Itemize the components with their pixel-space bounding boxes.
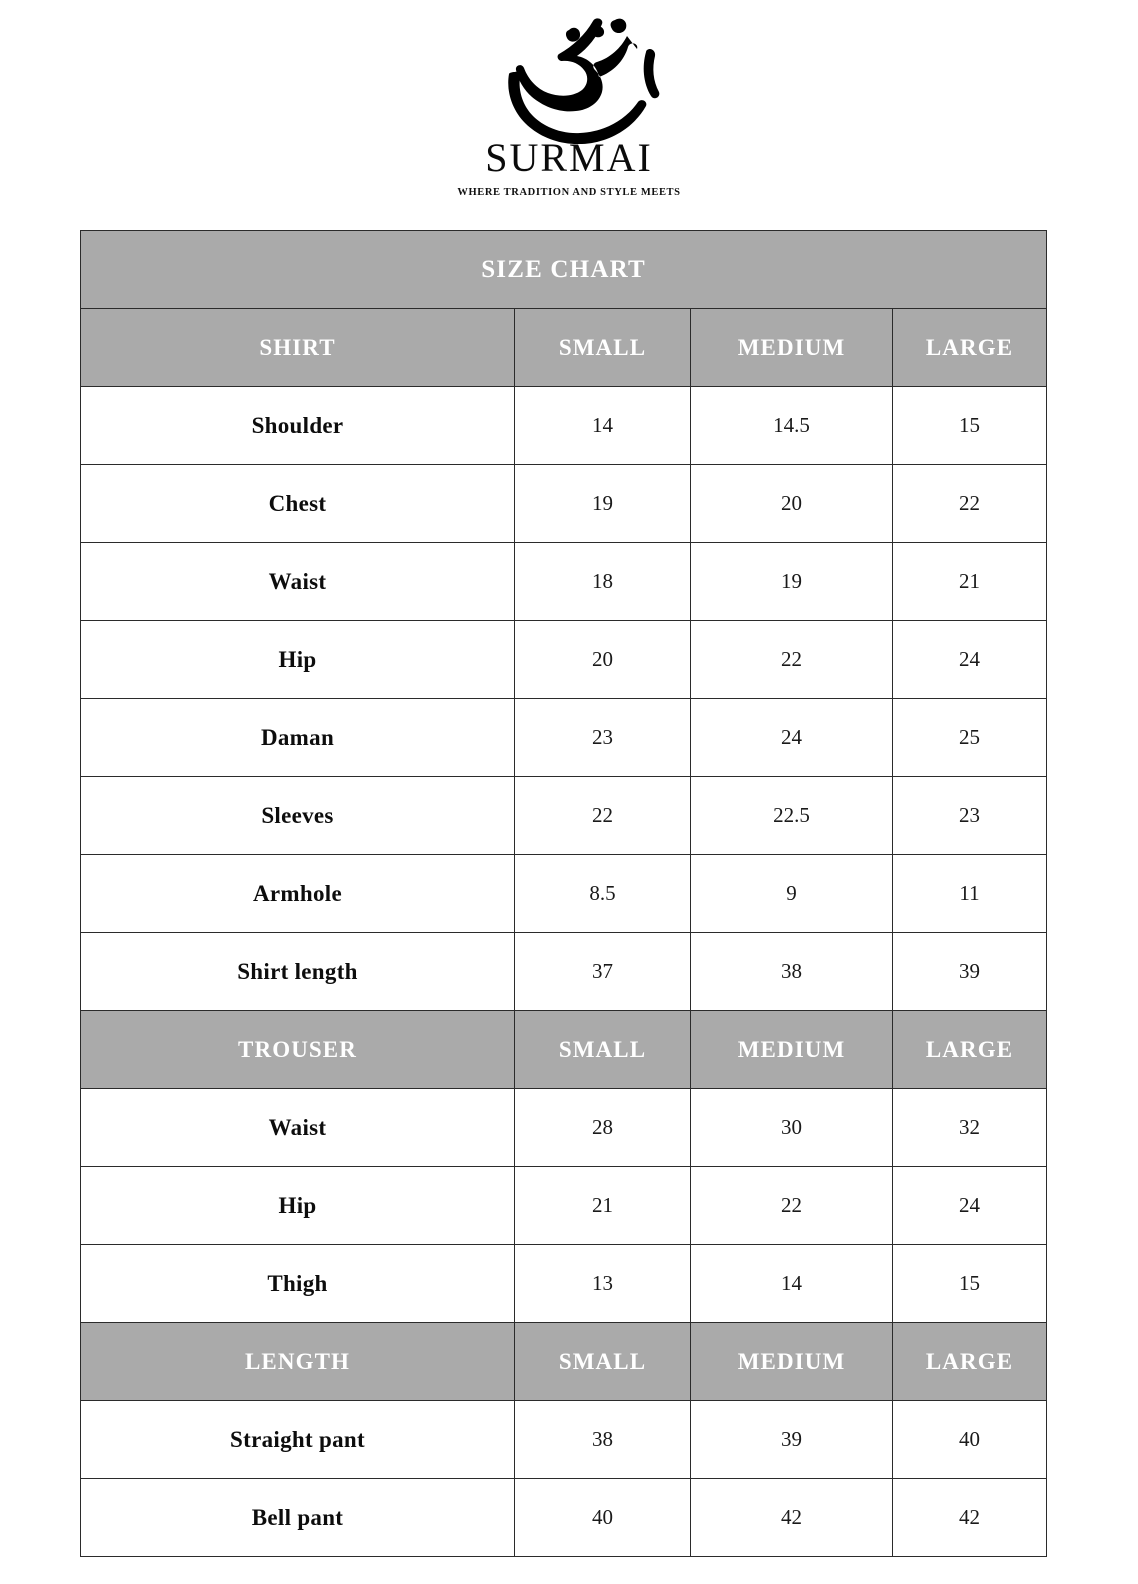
table-row [81, 855, 1047, 933]
value-large: 22 [893, 465, 1047, 543]
value-small: 18 [515, 543, 691, 621]
table-row [81, 777, 1047, 855]
value-medium: 39 [691, 1401, 893, 1479]
measurement-label: Straight pant [81, 1401, 515, 1479]
section-header-shirt [81, 309, 1047, 387]
table-row [81, 543, 1047, 621]
value-small: 38 [515, 1401, 691, 1479]
section-header-label: TROUSER [81, 1011, 515, 1089]
table-row [81, 387, 1047, 465]
brand-tagline: WHERE TRADITION AND STYLE MEETS [457, 187, 681, 198]
table-row [81, 1479, 1047, 1557]
value-medium: 30 [691, 1089, 893, 1167]
column-header-large: LARGE [893, 1011, 1047, 1089]
table-row [81, 1401, 1047, 1479]
table-row [81, 1245, 1047, 1323]
value-medium: 22 [691, 1167, 893, 1245]
section-header-label: LENGTH [81, 1323, 515, 1401]
value-large: 11 [893, 855, 1047, 933]
value-large: 40 [893, 1401, 1047, 1479]
table-row [81, 465, 1047, 543]
value-small: 13 [515, 1245, 691, 1323]
value-small: 22 [515, 777, 691, 855]
column-header-large: LARGE [893, 309, 1047, 387]
value-medium: 19 [691, 543, 893, 621]
value-medium: 38 [691, 933, 893, 1011]
value-small: 40 [515, 1479, 691, 1557]
value-large: 23 [893, 777, 1047, 855]
brand-name: SURMAI [485, 135, 653, 180]
measurement-label: Waist [81, 543, 515, 621]
value-small: 8.5 [515, 855, 691, 933]
value-small: 14 [515, 387, 691, 465]
table-row [81, 933, 1047, 1011]
measurement-label: Armhole [81, 855, 515, 933]
measurement-label: Hip [81, 1167, 515, 1245]
section-header-label: SHIRT [81, 309, 515, 387]
value-medium: 24 [691, 699, 893, 777]
value-small: 23 [515, 699, 691, 777]
value-medium: 20 [691, 465, 893, 543]
measurement-label: Chest [81, 465, 515, 543]
measurement-label: Waist [81, 1089, 515, 1167]
value-medium: 22.5 [691, 777, 893, 855]
value-small: 21 [515, 1167, 691, 1245]
column-header-small: SMALL [515, 309, 691, 387]
value-large: 42 [893, 1479, 1047, 1557]
value-small: 28 [515, 1089, 691, 1167]
measurement-label: Sleeves [81, 777, 515, 855]
column-header-medium: MEDIUM [691, 1011, 893, 1089]
value-large: 39 [893, 933, 1047, 1011]
table-row [81, 621, 1047, 699]
column-header-medium: MEDIUM [691, 309, 893, 387]
section-header-trouser [81, 1011, 1047, 1089]
measurement-label: Thigh [81, 1245, 515, 1323]
value-small: 20 [515, 621, 691, 699]
measurement-label: Shirt length [81, 933, 515, 1011]
value-small: 19 [515, 465, 691, 543]
column-header-large: LARGE [893, 1323, 1047, 1401]
value-large: 24 [893, 621, 1047, 699]
value-small: 37 [515, 933, 691, 1011]
size-chart-table [80, 230, 1047, 1557]
arabic-calligraphy-logo-icon [419, 14, 719, 144]
size-chart-table-wrapper [80, 230, 1046, 1557]
value-large: 15 [893, 1245, 1047, 1323]
value-medium: 9 [691, 855, 893, 933]
section-header-length [81, 1323, 1047, 1401]
value-large: 24 [893, 1167, 1047, 1245]
table-row [81, 1089, 1047, 1167]
value-large: 32 [893, 1089, 1047, 1167]
value-medium: 14.5 [691, 387, 893, 465]
value-medium: 22 [691, 621, 893, 699]
table-row [81, 1167, 1047, 1245]
measurement-label: Bell pant [81, 1479, 515, 1557]
page-title: SIZE CHART [81, 231, 1047, 309]
value-medium: 42 [691, 1479, 893, 1557]
table-row [81, 699, 1047, 777]
chart-title-row [81, 231, 1047, 309]
measurement-label: Shoulder [81, 387, 515, 465]
value-large: 21 [893, 543, 1047, 621]
measurement-label: Daman [81, 699, 515, 777]
column-header-small: SMALL [515, 1323, 691, 1401]
brand-header [0, 0, 1138, 198]
value-large: 25 [893, 699, 1047, 777]
column-header-small: SMALL [515, 1011, 691, 1089]
column-header-medium: MEDIUM [691, 1323, 893, 1401]
value-medium: 14 [691, 1245, 893, 1323]
value-large: 15 [893, 387, 1047, 465]
measurement-label: Hip [81, 621, 515, 699]
